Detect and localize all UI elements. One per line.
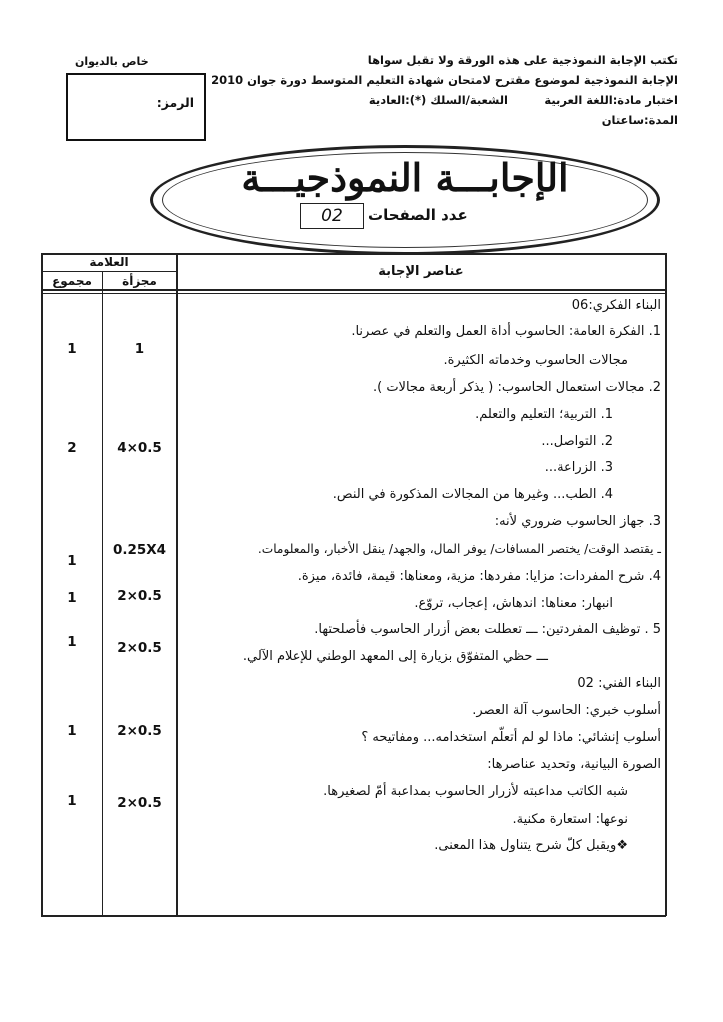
header-instruction: تكتب الإجابة النموذجية على هذه الورقة ولا تقبل سواها bbox=[367, 53, 678, 67]
office-use-label: خاص بالديوان bbox=[75, 55, 149, 68]
answer-line: 3. جهاز الحاسوب ضروري لأنه: bbox=[494, 514, 661, 529]
table-border-right bbox=[665, 253, 667, 916]
partial-mark: 0.25X4 bbox=[112, 542, 167, 558]
column-header-mark: العلامة bbox=[89, 255, 129, 269]
column-header-total: مجموع bbox=[52, 274, 92, 288]
header-duration: المدة:ساعتان bbox=[601, 113, 678, 127]
answer-line: 1. التربية؛ التعليم والتعلم. bbox=[475, 407, 613, 422]
partial-mark: 1 bbox=[134, 341, 145, 357]
partial-mark: 2×0.5 bbox=[117, 588, 162, 604]
total-mark: 1 bbox=[67, 634, 77, 650]
total-mark: 1 bbox=[67, 553, 77, 569]
answer-line: ـــ حظي المتفوّق بزيارة إلى المعهد الوطني للإعلام الآلي. bbox=[242, 649, 548, 664]
header-exam-line: الإجابة النموذجية لموضوع مقترح لامتحان شهادة التعليم المتوسط دورة جوان 2010 bbox=[211, 73, 678, 87]
answer-line: شبه الكاتب مداعبته لأزرار الحاسوب بمداعبة أمّ لصغيرها. bbox=[323, 784, 628, 799]
table-border-bottom bbox=[41, 915, 666, 917]
partial-mark: 4×0.5 bbox=[117, 440, 162, 456]
answer-line: 4. الطب... وغيرها من المجالات المذكورة في النص. bbox=[332, 487, 613, 502]
section-intellectual: البناء الفكري:06 bbox=[571, 298, 661, 313]
partial-mark: 2×0.5 bbox=[117, 723, 162, 739]
total-mark: 1 bbox=[67, 793, 77, 809]
page-title: الإجابـــة النموذجيـــة bbox=[241, 155, 569, 200]
answer-line: الصورة البيانية، وتحديد عناصرها: bbox=[487, 757, 661, 772]
section-artistic: البناء الفني: 02 bbox=[577, 676, 661, 691]
pages-count-label: عدد الصفحات bbox=[368, 206, 468, 224]
table-col-divider-main bbox=[176, 253, 178, 916]
total-mark: 1 bbox=[67, 723, 77, 739]
total-mark: 2 bbox=[67, 440, 77, 456]
partial-mark: 2×0.5 bbox=[117, 795, 162, 811]
answer-line: 2. التواصل... bbox=[541, 434, 613, 449]
table-marks-subheader-line bbox=[41, 271, 177, 272]
partial-mark: 2×0.5 bbox=[117, 640, 162, 656]
answer-line: مجالات الحاسوب وخدماته الكثيرة. bbox=[443, 353, 628, 368]
column-header-partial: مجزأة bbox=[122, 274, 157, 288]
answer-line: 1. الفكرة العامة: الحاسوب أداة العمل والتعلم في عصرنا. bbox=[351, 324, 661, 339]
answer-line: 2. مجالات استعمال الحاسوب: ( يذكر أربعة مجالات ). bbox=[372, 380, 661, 395]
table-header-double-line bbox=[41, 293, 666, 294]
answer-line: ❖ويقبل كلّ شرح يتناول هذا المعنى. bbox=[434, 838, 628, 853]
total-mark: 1 bbox=[67, 341, 77, 357]
header-stream: الشعبة/السلك (*):العادية bbox=[368, 93, 508, 107]
answer-line: 3. الزراعة... bbox=[544, 460, 613, 475]
answer-line: 5 . توظيف المفردتين: ـــ تعطلت بعض أزرار الحاسوب فأصلحتها. bbox=[314, 622, 661, 637]
answer-line: انبهار: معناها: اندهاش، إعجاب، تروّع. bbox=[414, 596, 613, 611]
column-header-elements: عناصر الإجابة bbox=[378, 264, 464, 279]
code-box bbox=[66, 73, 206, 141]
pages-count-value: 02 bbox=[300, 203, 364, 229]
answer-line: أسلوب خبري: الحاسوب آلة العصر. bbox=[472, 703, 661, 718]
code-label: الرمز: bbox=[156, 95, 194, 110]
table-header-bottom bbox=[41, 289, 666, 291]
answer-line: نوعها: استعارة مكنية. bbox=[512, 812, 628, 827]
answer-line: ـ يقتصد الوقت/ يختصر المسافات/ يوفر المال، والجهد/ ينقل الأخبار، والمعلومات. bbox=[257, 542, 661, 556]
header-subject: اختبار مادة:اللغة العربية bbox=[544, 93, 678, 107]
answer-line: 4. شرح المفردات: مزايا: مفردها: مزية، ومعناها: قيمة، فائدة، ميزة. bbox=[297, 569, 661, 584]
total-mark: 1 bbox=[67, 590, 77, 606]
answer-line: أسلوب إنشائي: ماذا لو لم أتعلّم استخدامه... ومفاتيحه ؟ bbox=[361, 730, 661, 745]
